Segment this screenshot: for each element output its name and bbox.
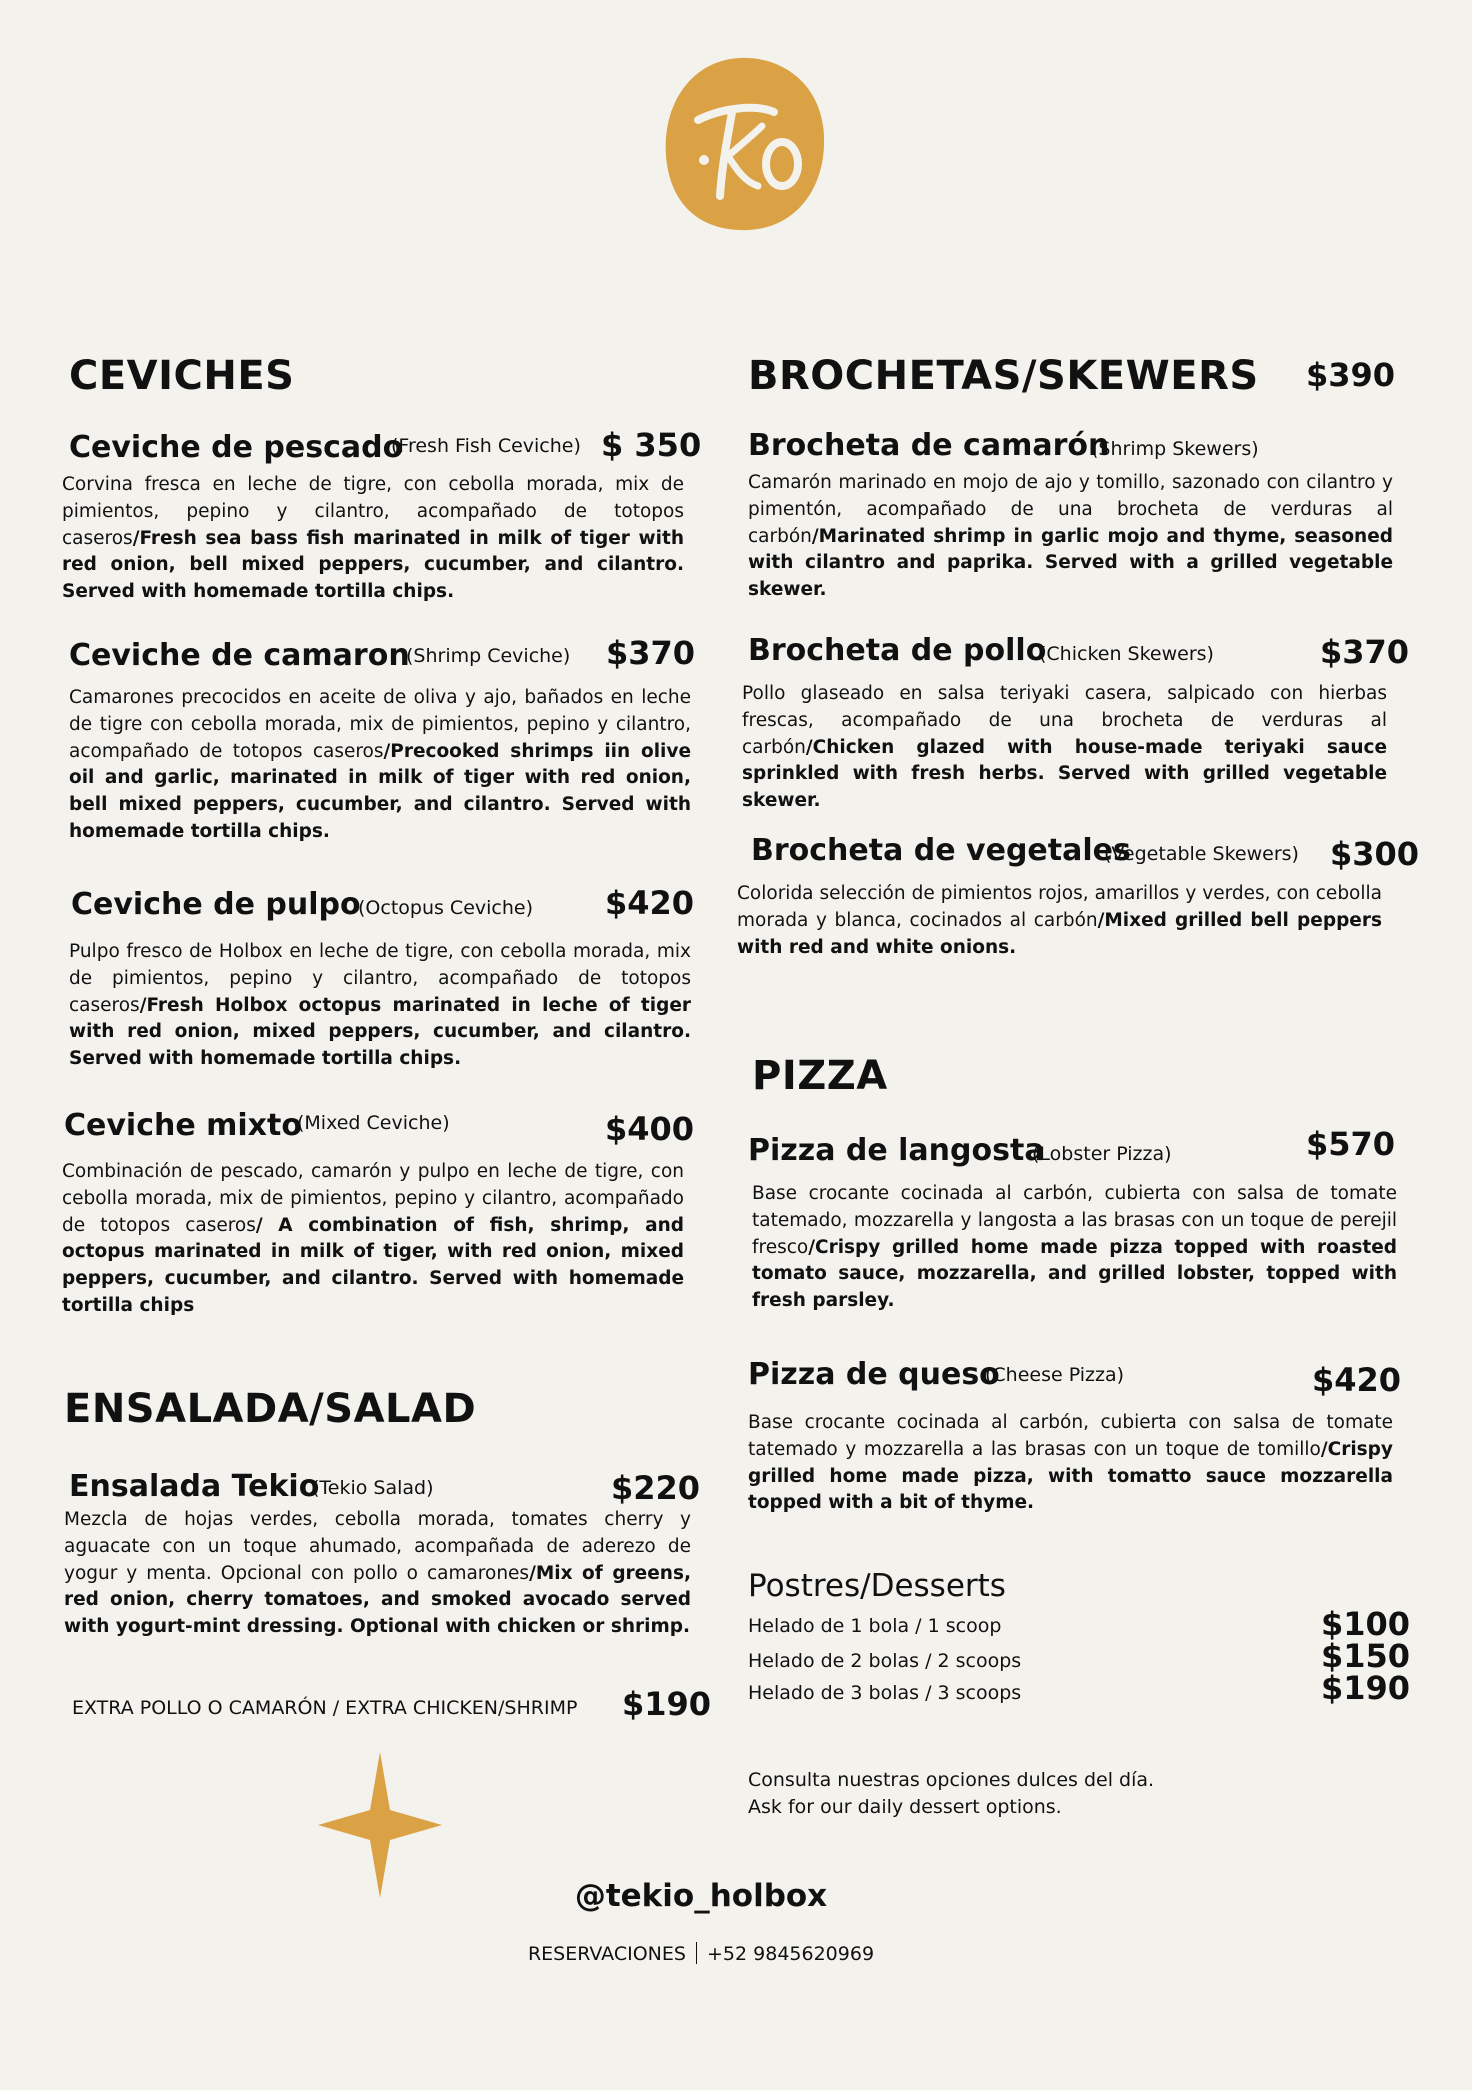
- dish-english-name: (Lobster Pizza): [1032, 1143, 1172, 1165]
- dish-name: Ceviche de pescado: [69, 430, 404, 465]
- dish-name: Pizza de queso: [748, 1357, 1000, 1392]
- dessert-label: Helado de 2 bolas / 2 scoops: [748, 1650, 1022, 1672]
- dish-price: $570: [1306, 1125, 1396, 1163]
- dish-description: Base crocante cocinada al carbón, cubierta con salsa de tomate tatemado, mozzarella y langosta a las brasas con un toque de perejil fresco/Crispy grilled home made pizza topped with roasted tomato sauce, mozzarella, and grilled lobster, topped with fresh parsley.: [752, 1183, 1397, 1312]
- dessert-label: Helado de 1 bola / 1 scoop: [748, 1615, 1002, 1637]
- dish-price: $420: [605, 884, 695, 922]
- dish-description: Colorida selección de pimientos rojos, amarillos y verdes, con cebolla morada y blanca, cocinados al carbón/Mixed grilled bell peppers with red and white onions.: [737, 883, 1382, 958]
- reservations-line: [0, 1942, 1402, 1964]
- section-title-salad: ENSALADA/SALAD: [64, 1386, 477, 1432]
- dish-english-name: (Chicken Skewers): [1039, 643, 1214, 665]
- dish-english-name: (Shrimp Skewers): [1091, 438, 1259, 460]
- star-icon: [318, 1752, 442, 1898]
- dish-english-name: (Shrimp Ceviche): [406, 645, 571, 667]
- dish-english-name: (Mixed Ceviche): [297, 1112, 450, 1134]
- extra-price: $190: [622, 1685, 712, 1723]
- dessert-price: $100: [1321, 1605, 1411, 1643]
- dessert-note-en: Ask for our daily dessert options.: [748, 1796, 1062, 1818]
- logo: [662, 56, 824, 232]
- dish-name: Ceviche mixto: [64, 1108, 302, 1143]
- dish-english-name: (Octopus Ceviche): [358, 897, 533, 919]
- dish-description: Camarones precocidos en aceite de oliva y ajo, bañados en leche de tigre con cebolla morada, mix de pimientos, pepino y cilantro, acompañado de totopos caseros/Precooked shrimps iin olive oil and garlic, marinated in milk of tiger with red onion, bell mixed peppers, cucumber, and cilantro. Served with homemade tortilla chips.: [69, 687, 691, 842]
- dish-name: Ceviche de camaron: [69, 638, 410, 673]
- dish-name: Brocheta de pollo: [748, 633, 1047, 668]
- dessert-price: $150: [1321, 1637, 1411, 1675]
- dish-english-name: (Cheese Pizza): [985, 1364, 1125, 1386]
- dish-name: Pizza de langosta: [748, 1133, 1045, 1168]
- dish-name: Ensalada Tekio: [69, 1469, 320, 1504]
- dish-price: $420: [1312, 1361, 1402, 1399]
- dish-price: $ 350: [601, 426, 702, 464]
- dish-description: Pollo glaseado en salsa teriyaki casera, salpicado con hierbas frescas, acompañado de una brocheta de verduras al carbón/Chicken glazed with house-made teriyaki sauce sprinkled with fresh herbs. Served with grilled vegetable skewer.: [742, 683, 1387, 812]
- extra-label: EXTRA POLLO O CAMARÓN / EXTRA CHICKEN/SHRIMP: [72, 1697, 578, 1719]
- dish-price: $370: [606, 634, 696, 672]
- dish-price: $370: [1320, 633, 1410, 671]
- dish-english-name: (Tekio Salad): [312, 1477, 434, 1499]
- dish-description: Pulpo fresco de Holbox en leche de tigre, con cebolla morada, mix de pimientos, pepino y cilantro, acompañado de totopos caseros/Fresh Holbox octopus marinated in leche of tiger with red onion, mixed peppers, cucumber, and cilantro. Served with homemade tortilla chips.: [69, 941, 691, 1070]
- dish-description: Combinación de pescado, camarón y pulpo en leche de tigre, con cebolla morada, mix de pimientos, pepino y cilantro, acompañado de totopos caseros/ A combination of fish, shrimp, and octopus marinated in milk of tiger, with red onion, mixed peppers, cucumber, and cilantro. Served with homemade tortilla chips: [62, 1161, 684, 1316]
- dish-name: Brocheta de vegetales: [751, 833, 1131, 868]
- section-title-skewers: BROCHETAS/SKEWERS: [748, 353, 1259, 399]
- instagram-handle: @tekio_holbox: [574, 1878, 828, 1914]
- dish-description: Base crocante cocinada al carbón, cubierta con salsa de tomate tatemado y mozzarella a las brasas con un toque de tomillo/Crispy grilled home made pizza, with tomatto sauce mozzarella topped with a bit of thyme.: [748, 1412, 1393, 1514]
- logo-badge: [662, 56, 824, 232]
- dish-price: $400: [605, 1110, 695, 1148]
- dish-price: $300: [1330, 835, 1420, 873]
- reservations-label: RESERVACIONES: [527, 1943, 686, 1965]
- divider: [696, 1942, 697, 1964]
- dish-name: Brocheta de camarón: [748, 428, 1110, 463]
- dish-description: Corvina fresca en leche de tigre, con cebolla morada, mix de pimientos, pepino y cilantro, acompañado de totopos caseros/Fresh sea bass fish marinated in milk of tiger with red onion, bell mixed peppers, cucumber, and cilantro. Served with homemade tortilla chips.: [62, 474, 684, 603]
- dish-english-name: (Vegetable Skewers): [1104, 843, 1299, 865]
- phone-number: +52 9845620969: [707, 1943, 875, 1965]
- dessert-price: $190: [1321, 1669, 1411, 1707]
- dish-description: Mezcla de hojas verdes, cebolla morada, tomates cherry y aguacate con un toque ahumado, acompañada de aderezo de yogur y menta. Opcional con pollo o camarones/Mix of greens, red onion, cherry tomatoes, and smoked avocado served with yogurt-mint dressing. Optional with chicken or shrimp.: [64, 1509, 691, 1638]
- section-title-ceviches: CEVICHES: [69, 353, 295, 399]
- dish-description: Camarón marinado en mojo de ajo y tomillo, sazonado con cilantro y pimentón, acompañado de una brocheta de verduras al carbón/Marinated shrimp in garlic mojo and thyme, seasoned with cilantro and paprika. Served with a grilled vegetable skewer.: [748, 472, 1393, 601]
- dish-price: $220: [611, 1469, 701, 1507]
- dish-english-name: (Fresh Fish Ceviche): [391, 435, 581, 457]
- dish-name: Ceviche de pulpo: [71, 887, 361, 922]
- dessert-label: Helado de 3 bolas / 3 scoops: [748, 1682, 1022, 1704]
- section-price: $390: [1306, 356, 1396, 394]
- section-title-desserts: Postres/Desserts: [748, 1568, 1006, 1604]
- dessert-note-es: Consulta nuestras opciones dulces del día.: [748, 1769, 1155, 1791]
- section-title-pizza: PIZZA: [752, 1053, 888, 1099]
